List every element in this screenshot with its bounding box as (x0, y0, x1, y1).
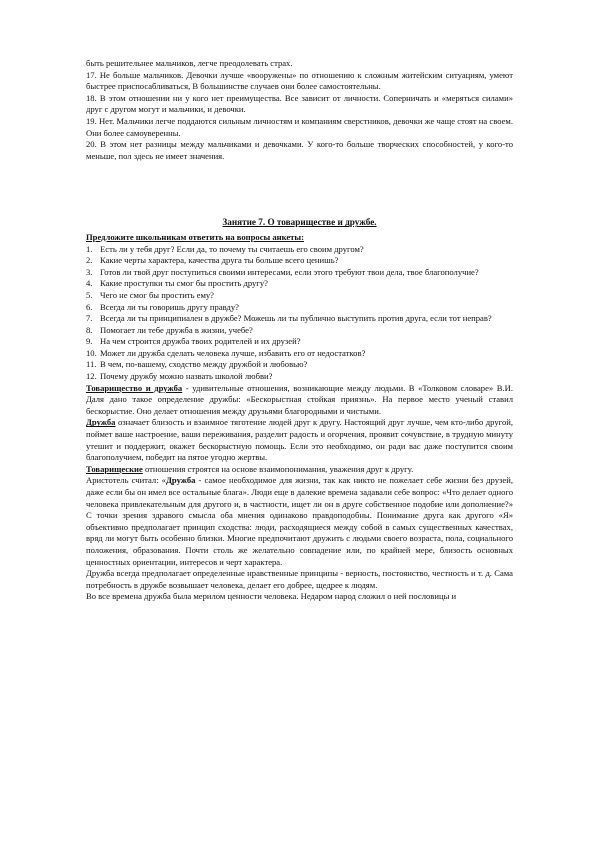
term-highlight: Дружба (86, 417, 116, 428)
list-item: 11. В чем, по-вашему, сходство между дружбой и любовью? (86, 359, 308, 370)
section-spacer (86, 162, 513, 209)
body-paragraph: Во все времена дружба была мерилом ценности человека. Недаром народ сложил о ней пословицы и (86, 591, 457, 602)
list-item: 2. Какие черты характера, качества друга ты больше всего ценишь? (86, 255, 339, 266)
list-item: 10. Может ли дружба сделать человека лучше, избавить его от недостатков? (86, 347, 366, 358)
intro-paragraph: 19. Нет. Мальчики легче поддаются сильным личностям и компаниям сверстников, девочки же чаще стоят на своем. Они более самоуверенны. (86, 115, 513, 138)
body-paragraph: Товарищество и дружба - удивительные отношения, возникающие между людьми. В «Толковом словаре» В.И. Даля дано такое определение дружбы: «Бескорыстная стойкая приязнь». На первое место ученый ставил бескорыстие. Оно делает отношения между друзьями благородными и чистыми. (86, 382, 514, 416)
term-highlight: Товарищеские (86, 463, 143, 474)
list-item: 3. Готов ли твой друг поступиться своими интересами, если этого требуют твои дела, твое благополучие? (86, 266, 479, 277)
body-paragraph: Аристотель считал: «Дружба - самое необходимое для жизни, так как никто не пожелает себе жизни без друзей, даже если бы он имел все остальные блага». Люди еще в далекие времена задавали себе вопрос: «Что делает одного человека привлекательным для другого и, в частности, ищет ли он в друге собственное подобие или дополнение?» С точки зрения здравого смысла оба мнения одинаково правдоподобны. Понимание друга как другого «Я» объективно предполагает принцип сходства: люди, расходящиеся между собой в самых существенных качествах, вряд ли могут быть особенно близки. Многие предпочитают дружить с людьми своего возраста, пола, социального положения, образования. Почти столь же желательно совпадение или, по крайней мере, близость основных ценностных ориентации, интересов и черт характера. (86, 475, 513, 567)
list-item: 6. Всегда ли ты говоришь другу правду? (86, 301, 239, 312)
list-item: 1. Есть ли у тебя друг? Если да, то почему ты считаешь его своим другом? (86, 243, 364, 254)
body-paragraph: Дружба всегда предполагает определенные нравственные принципы - верность, постоянство, честность и т. д. Сама потребность в дружбе возвышает человека, делает его добрее, щедрее к людям. (86, 568, 513, 590)
list-item: 8. Помогает ли тебе дружба в жизни, учебе? (86, 324, 253, 335)
list-item: 4. Какие проступки ты смог бы простить другу? (86, 278, 268, 289)
body-paragraph: Дружба означает близость и взаимное тяготение людей друг к другу. Настоящий друг лучше, чем кто-либо другой, поймет ваше настроение, ваши переживания, разделит радость и огорчения, проявит сочувствие, в трудную минуту утешит и поддержит, окажет бескорыстную помощь. Если это необходимо, он ради вас даже поступится своим благополучием, победит на пятое угодно жертвы. (86, 417, 513, 463)
intro-paragraph: 17. Не больше мальчиков. Девочки лучше «вооружены» по отношению к сложным житейским ситуациям, умеют быстрее приспосабливаться, В большинстве случаев они более самостоятельны. (86, 69, 513, 92)
body-paragraph: Товарищеские отношения строятся на основе взаимопонимания, уважения друг к другу. (86, 463, 414, 474)
intro-paragraph: быть решительнее мальчиков, легче преодолевать страх. (86, 58, 293, 68)
intro-paragraph: 18. В этом отношении ни у кого нет преимущества. Все зависит от личности. Соперничать и «меряться силами» друг с другом могут и мальчики, и девочки. (86, 92, 513, 115)
list-item: 9. На чем строится дружба твоих родителей и их друзей? (86, 336, 301, 347)
question-list (86, 244, 513, 383)
lesson-prompt: Предложите школьникам ответить на вопросы анкеты: (86, 231, 304, 242)
lesson-title: Занятие 7. О товариществе и дружбе. (222, 217, 377, 228)
list-item: 7. Всегда ли ты принципиален в дружбе? Можешь ли ты публично выступить против друга, если тот неправ? (86, 313, 492, 324)
list-item: 5. Чего не смог бы простить ему? (86, 289, 214, 300)
term-highlight: Дружба (165, 475, 196, 486)
intro-paragraph: 20. В этом нет разницы между мальчиками и девочками. У кого-то больше творческих способностей, у кого-то меньше, пол здесь не имеет значения. (86, 139, 513, 161)
list-item: 12. Почему дружбу можно назвать школой любви? (86, 371, 273, 382)
term-highlight: Товарищество и дружба (86, 382, 183, 393)
